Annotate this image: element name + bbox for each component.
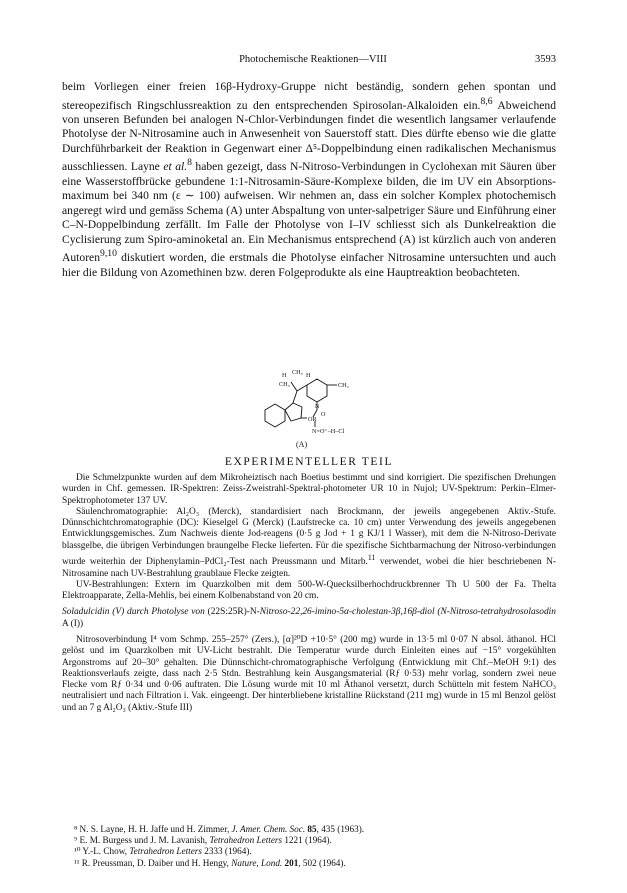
atom-label: O — [321, 411, 326, 418]
experimental-section — [62, 473, 556, 714]
experimental-paragraph: Säulenchromatographie: Al₂O₃ (Merck), standardisiert nach Brockmann, der jeweils angegebenen Aktiv.-Stufe. Dünnschichtchromatographie (DC): Kieselgel G (Merck) (Laufstrecke ca. 10 cm) unter Verwendung des jeweils angegebenen Entwicklungsgemisches. Zum Nachweis diente Jod-reagens (0·5 g Jod + 1 g KJ/1 l Wasser), mit dem die N-Nitroso-Derivate blassgelbe, die übrigen Verbindungen braungelbe Flecke lieferten. Für die spezifische Sichtbarmachung der Nitroso-verbindungen wurde weiterhin der Diphenylamin–PdCl₂-Test nach Preussmann und Mitarb.$^{11}$ verwendet, wobei die hier beschriebenen N-Nitrosamine nach UV-Bestrahlung graublaue Flecke zeigten. — [62, 506, 556, 579]
experimental-paragraph: Die Schmelzpunkte wurden auf dem Mikroheiztisch nach Boetius bestimmt und sind korrigiert. Die spezifischen Drehungen wurden in Chf. gemessen. IR-Spektren: Zeiss-Zweistrahl-Spektral-photometer UR 10 in Nujol; UV-Spektrum: Perkin–Elmer-Spektrophotometer 137 UV. — [62, 473, 556, 506]
running-header — [70, 54, 556, 70]
reference-marker: 8 — [187, 157, 192, 169]
footnote: ⁹ E. M. Burgess und J. M. Lavanish, Tetrahedron Letters 1221 (1964). — [74, 835, 332, 846]
reference-marker: 8,6 — [480, 95, 493, 107]
running-title: Photochemische Reaktionen—VIII — [239, 54, 387, 65]
atom-label: CH₃ — [279, 381, 290, 388]
page-number: 3593 — [535, 54, 556, 65]
section-title: EXPERIMENTELLER TEIL — [224, 456, 394, 468]
atom-label: OR — [308, 416, 317, 423]
atom-label: H — [282, 372, 287, 379]
experiment-heading: Soladulcidin (V) durch Photolyse von (22S:25R)-N-Nitroso-22,26-imino-5α-cholestan-3β,16β-diol (N-Nitroso-tetrahydrosolasodin A (I)) — [62, 607, 556, 629]
body-paragraph: beim Vorliegen einer freien 16β-Hydroxy-Gruppe nicht beständig, sondern gehen spontan und stereopezifisch Ringschlussreaktion zu den entsprechenden Spirosolan-Alkaloiden ein.$^{8,6}$ Abweichend von unseren Befunden bei analogen N-Chlor-Verbindungen findet die wesentlich langsamer verlaufende Photolyse der N-Nitrosamine auch in Anwesenheit von Sauerstoff statt. Dies dürfte ebenso wie die glatte Durchführbarkeit der Reaktion in Gegenwart einer Δ⁵-Doppelbindung einen radikalischen Mechanismus ausschliessen. Layne et al.$^8$ haben gezeigt, dass N-Nitroso-Verbindungen in Cyclohexan mit Säuren über eine Wasserstoffbrücke gebundene 1:1-Nitrosamin-Säure-Komplexe bilden, die im UV ein Absorptions-maximum bei 340 nm (ε ∼ 100) aufweisen. Wir nehmen an, dass ein solcher Komplex photochemisch angeregt wird und gemäss Schema (A) unter Abspaltung von unter-salpetriger Säure und Einführung einer C–N-Doppelbindung zerfällt. Im Falle der Photolyse von I–IV schliesst sich als Dunkelreaktion die Cyclisierung zum Spiro-aminoketal an. Ein Mechanismus entsprechend (A) ist kürzlich auch von anderen Autoren$^{9,10}$ diskutiert worden, die erstmals die Photolyse einfacher Nitrosamine untersuchten und auch hier die Bildung von Azomethinen bzw. deren Folgeprodukte als eine Hauptreaktion beobachteten. — [62, 80, 556, 279]
atom-label: CH₃ — [292, 369, 303, 376]
reference-marker: 9,10 — [100, 248, 117, 260]
footnote: ¹⁰ Y.-L. Chow, Tetrahedron Letters 2333 (1964). — [74, 846, 252, 857]
experimental-paragraph: Nitrosoverbindung I⁴ vom Schmp. 255–257° (Zers.), [α]²⁰D +10·5° (200 mg) wurde in 13·5 ml 0·07 N absol. äthanol. HCl gelöst und im Quarzkolben mit UV-Licht bestrahlt. Die Temperatur wurde durch Einleiten eines auf −15° vorgekühlten Argonstroms auf 20–30° gehalten. Die Dünnschicht-chromatographische Verfolgung (Entwicklung mit Chf.–MeOH 9:1) des Reaktionsverlaufs zeigte, dass nach 2·5 Stdn. Bestrahlung kein Ausgangsmaterial (Rƒ 0·53) mehr vorlag, sondern zwei neue Flecke vom Rƒ 0·34 und 0·06 auftraten. Die Lösung wurde mit 10 ml Äthanol versetzt, durch Schütteln mit festem NaHCO₃ neutralisiert und nach Filtration i. Vak. eingeengt. Der hinterbliebene kristalline Rückstand (211 mg) wurde in 15 ml Benzol gelöst und an 7 g Al₂O₃ (Aktiv.-Stufe III) — [62, 634, 556, 713]
footnote: ⁸ N. S. Layne, H. H. Jaffe und H. Zimmer, J. Amer. Chem. Soc. 85, 435 (1963). — [74, 824, 365, 834]
main-text — [62, 80, 556, 280]
footnotes — [62, 824, 556, 869]
atom-label: N=O⁺–H–Cl — [312, 428, 345, 435]
reference-marker: 11 — [367, 553, 376, 563]
atom-label: N — [315, 403, 320, 410]
scheme-label: (A) — [296, 440, 308, 449]
atom-label: CH₃ — [338, 382, 349, 389]
chemical-structure-scheme-a — [255, 365, 365, 440]
experimental-paragraph: UV-Bestrahlungen: Extern im Quarzkolben mit dem 500-W-Quecksilberhochdruckbrenner Th U 500 der Fa. Thelta Elektroapparate, Zella-Mehlis, bei einem Kolbenabstand von 20 cm. — [62, 579, 556, 602]
footnote: ¹¹ R. Preussman, D. Daiber und H. Hengy, Nature, Lond. 201, 502 (1964). — [74, 857, 346, 868]
atom-label: H — [306, 372, 311, 379]
